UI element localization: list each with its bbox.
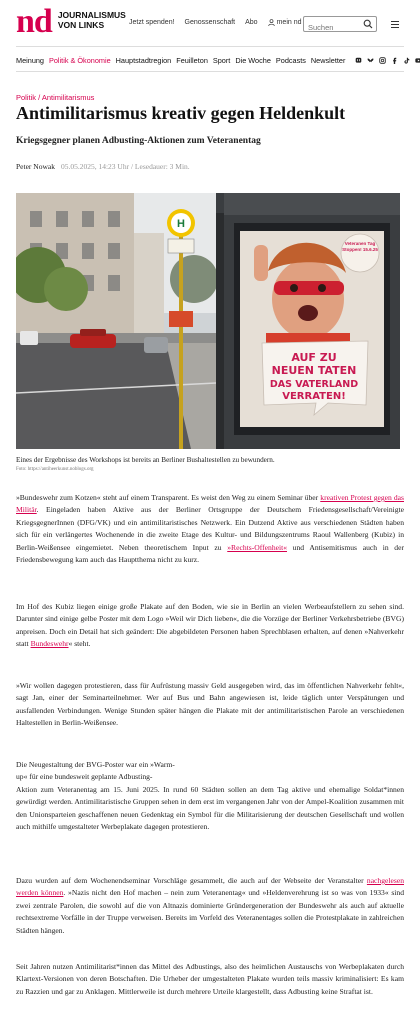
photo-caption: Eines der Ergebnisse des Workshops ist bereits an Berliner Bushaltestellen zu bewundern.	[16, 456, 275, 464]
top-links	[129, 19, 302, 26]
article-photo	[16, 193, 400, 449]
photo-illustration	[16, 193, 400, 449]
rubric-breadcrumb: Politik / Antimilitarismus	[16, 93, 95, 102]
nav-item-sport[interactable]: Sport	[212, 55, 231, 65]
cooperative-link[interactable]: Genossenschaft	[184, 19, 236, 26]
photo-credit: Foto: https://antiheerkunst.noblogs.org	[16, 467, 94, 472]
poster-line-4: VERRATEN!	[282, 391, 346, 402]
poster-line-1: AUF ZU	[291, 351, 337, 364]
article-title: Antimilitarismus kreativ gegen Heldenkult	[16, 103, 346, 123]
rubric-antimilitarismus-link[interactable]: Antimilitarismus	[41, 93, 95, 102]
link-rechts-offenheit[interactable]: »Rechts-Offenheit«	[227, 542, 287, 552]
site-logo[interactable]	[16, 3, 126, 40]
paragraph-1: »Bundeswehr zum Kotzen« steht auf einem Transparent. Es weist den Weg zu einem Seminar über kreativen Protest gegen das Militär. Eingeladen haben Aktive aus der Berliner Ortsgruppe der Deutschem Friedensgesellschaft/Vereinigte KriegsgegnerInnen (DFG/VK) und ein antimilitaristisches Netzwerk. Ein Dutzend Aktive aus verschiedenen Städten haben sich für ein verlängertes Wochenende in die zweite Etage des Kultur- und Bildungszentrums Raoul Wallenberg (Kubiz) in Berlin-Weißensee eingemietet. Neben theoretischem Input zu »Rechts-Offenheit« und Antisemitismus auch in der Friedensbewegung kam auch das Hauptthema nicht zu kurz.	[16, 493, 405, 565]
nav-item-die-woche[interactable]: Die Woche	[235, 55, 271, 65]
paragraph-6: Seit Jahren nutzen Antimilitarist*innen das Mittel des Adbustings, also des heimlichen Austauschs von Werbeplakaten durch Klartext-Versionen von deren Botschaften. Die Urheber der umgestalteten Plakate wurden teils massiv kriminalisiert: Es kam zu Razzien und gar zu Anklagen. Mittlerweile ist durch mehrere Urteile klargestellt, dass Adbusting keine Straftat ist.	[16, 962, 404, 996]
paragraph-3: »Wir wollen dagegen protestieren, dass für Aufrüstung massiv Geld ausgegeben wird, das im öffentlichen Nahverkehr fehlt«, sagt Jan, einer der Seminarteilnehmer. Wer auf Bus und Bahn angewiesen ist, leide täglich unter Verspätungen und ausfallenden Verbindungen. Wenige Stunden später hängen die Plakate mit der antimilitaristischen Parole an verschiedenen Haltestellen in Berlin-Weißensee.	[16, 681, 404, 728]
search-input[interactable]	[304, 21, 367, 35]
mastodon-icon[interactable]	[355, 57, 362, 64]
search-icon[interactable]	[363, 19, 373, 29]
bluesky-icon[interactable]	[367, 57, 374, 64]
account-link[interactable]	[268, 19, 302, 26]
nav-item-hauptstadtregion[interactable]: Hauptstadtregion	[115, 55, 172, 65]
main-nav	[16, 52, 404, 68]
logo-line-2: VON LINKS	[57, 19, 105, 30]
paragraph-2: Im Hof des Kubiz liegen einige große Plakate auf den Boden, wie sie in Berlin an vielen Werbeaufstellern zu sehen sind. Darunter sind einige gelbe Poster mit dem Logo »Weil wir Dich lieben«, die die Vorzüge der Berliner Verkehrsbetriebe (BVG) anpreisen. Doch ein Detail hat sich geändert: Die abgebildeten Personen haben Sprechblasen erhalten, auf denen »Nahverkehr statt Bundeswehr« steht.	[16, 602, 404, 649]
article-date: 05.05.2025, 14:23 Uhr / Lesedauer: 3 Min.	[60, 162, 190, 171]
nav-item-podcasts[interactable]: Podcasts	[275, 55, 306, 65]
hamburger-menu-icon[interactable]	[391, 21, 399, 28]
bus-stop-sign-letter: H	[177, 218, 185, 230]
instagram-icon[interactable]	[379, 57, 386, 64]
paragraph-4-line-2: up« für eine bundesweit geplante Adbusting-	[16, 772, 153, 782]
article-meta	[16, 162, 190, 171]
nav-item-politik[interactable]: Politik & Ökonomie	[49, 55, 111, 65]
poster-line-2: NEUEN TATEN	[271, 364, 357, 377]
author-name[interactable]: Peter Nowak	[16, 162, 55, 171]
link-nachgelesen[interactable]: nachgelesen werden können	[16, 876, 404, 898]
donate-link[interactable]: Jetzt spenden!	[129, 19, 175, 26]
paragraph-4-line-1: Die Neugestaltung der BVG-Poster war ein »Warm-	[16, 760, 175, 769]
nav-item-meinung[interactable]: Meinung	[16, 55, 44, 65]
search-box	[303, 16, 377, 32]
poster-line-3: DAS VATERLAND	[269, 379, 359, 390]
link-kreativer-protest[interactable]: kreativen Protest gegen das Militär	[16, 493, 404, 515]
article-subtitle: Kriegsgegner planen Adbusting-Aktionen zum Veteranentag	[16, 136, 261, 146]
tiktok-icon[interactable]	[403, 57, 410, 64]
social-icons	[355, 57, 420, 64]
paragraph-4: Die Neugestaltung der BVG-Poster war ein »Warm- up« für eine bundesweit geplante Adbusting- Aktion zum Veteranentag am 15. Juni 2025. In rund 60 Städten sollen an dem Tag aktive und ehemalige Soldat*innen gewürdigt werden. Antimilitaristische Gruppen sehen in dem erst im vergangenen Jahr von der Ampel-Koalition zusammen mit den Unionsparteien geschaffenen neuen Gedenktag ein Symbol für die Militarisierung der deutschen Gesellschaft und wollen auch mithilfe umgestalteter Werbeplakate dagegen protestieren.	[16, 760, 404, 832]
link-bundeswehr[interactable]: Bundeswehr	[30, 639, 69, 649]
subscription-link[interactable]: Abo	[245, 19, 258, 26]
nav-item-feuilleton[interactable]: Feuilleton	[176, 55, 208, 65]
facebook-icon[interactable]	[391, 57, 398, 64]
rubric-politik-link[interactable]: Politik	[16, 93, 37, 102]
logo-line-1: JOURNALISMUS	[57, 10, 126, 20]
header-divider	[16, 46, 404, 47]
user-icon	[268, 19, 275, 26]
account-link-label: mein nd	[276, 19, 302, 26]
nav-item-newsletter[interactable]: Newsletter	[310, 55, 346, 65]
site-header	[0, 0, 420, 46]
nav-divider	[16, 71, 404, 72]
youtube-icon[interactable]	[415, 57, 420, 64]
logo-mark: nd	[16, 3, 52, 40]
poster-sticker-text: Veteranen Tag Stoppen! 15.6.25	[342, 241, 378, 252]
paragraph-5: Dazu wurden auf dem Wochenendseminar Vorschläge gesammelt, die auch auf der Webseite der Veranstalter nachgelesen werden können. »Nazis nicht den Hof machen – nein zum Veteranentag« und »Heldenverehrung ist so was von 1933« sind zwei zentrale Parolen, die sowohl auf die von Altnazis dominierte Gründergeneration der Bundeswehr als auch auf aktuelle rechtsextreme Vorfälle in der Truppe verweisen. Bereits im Vorfeld des Veteranentages sollen die Protestplakate in zahlreichen Städten hängen.	[16, 876, 404, 935]
